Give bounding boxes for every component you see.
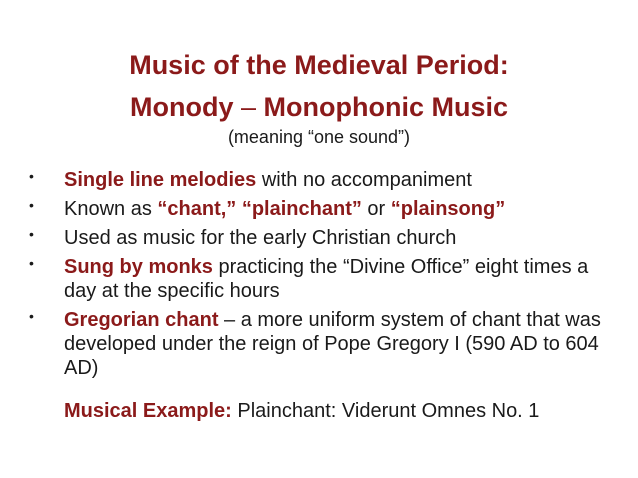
bullet-highlight: “plainsong” <box>390 198 506 220</box>
bullet-item-christian-church <box>0 226 638 250</box>
bullet-list <box>0 168 638 385</box>
bullet-text: practicing the “Divine Office” eight times a day at the specific hours <box>64 256 589 302</box>
bullet-item-gregorian-chant <box>0 308 638 380</box>
bullet-dot: • <box>29 226 34 242</box>
bullet-dot: • <box>29 255 34 271</box>
bullet-dot: • <box>29 308 34 324</box>
title-monophonic-music: Monophonic Music <box>263 92 508 122</box>
musical-example-label: Musical Example: <box>64 400 232 422</box>
bullet-text: – a more uniform system of chant that was developed under the reign of Pope Gregory I (590 AD to 604 AD) <box>64 309 601 379</box>
bullet-highlight: Sung by monks <box>64 256 213 278</box>
title-monody: Monody <box>130 92 234 122</box>
bullet-text: with no accompaniment <box>256 169 472 191</box>
bullet-item-known-as <box>0 197 638 221</box>
bullet-dot: • <box>29 168 34 184</box>
slide-title-line-1: Music of the Medieval Period: <box>129 50 509 80</box>
slide-subtitle: (meaning “one sound”) <box>227 127 411 147</box>
bullet-highlight: “chant,” “plainchant” <box>157 198 362 220</box>
bullet-text: Used as music for the early Christian church <box>64 227 457 249</box>
bullet-text: Known as <box>64 198 158 220</box>
bullet-highlight: Gregorian chant <box>64 309 219 331</box>
slide-title-line-2 <box>0 91 638 123</box>
musical-example-text: Plainchant: Viderunt Omnes No. 1 <box>231 400 540 422</box>
bullet-item-sung-by-monks <box>0 255 638 303</box>
title-dash: – <box>233 92 264 122</box>
bullet-item-single-line <box>0 168 638 192</box>
bullet-dot: • <box>29 197 34 213</box>
bullet-highlight: Single line melodies <box>64 169 257 191</box>
musical-example <box>64 399 539 423</box>
bullet-text: or <box>361 198 391 220</box>
